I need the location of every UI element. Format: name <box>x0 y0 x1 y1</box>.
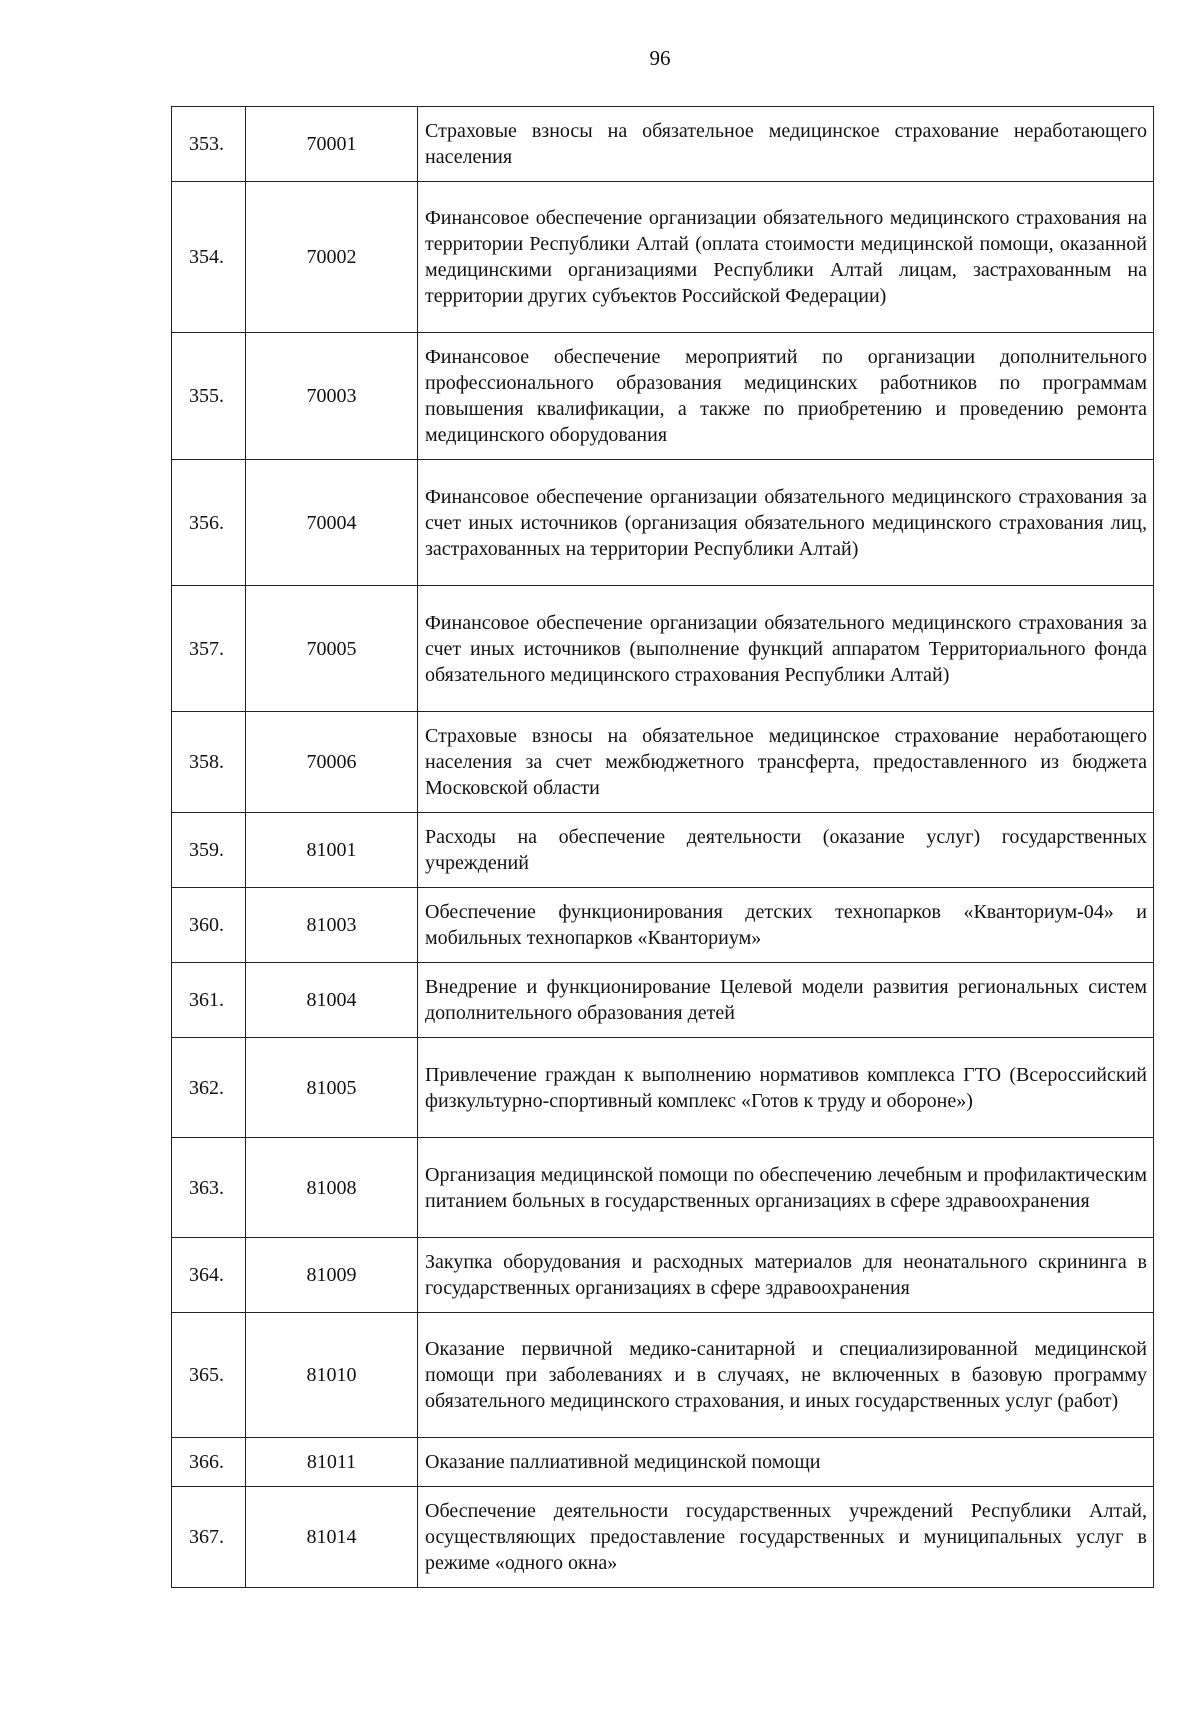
row-number: 366. <box>172 1438 246 1487</box>
row-number: 362. <box>172 1038 246 1138</box>
row-description: Обеспечение деятельности государственных учреждений Республики Алтай, осуществляющих предоставление государственных и муниципальных услуг в режиме «одного окна» <box>418 1487 1154 1588</box>
row-code: 70004 <box>246 460 418 586</box>
row-description: Финансовое обеспечение организации обязательного медицинского страхования за счет иных источников (организация обязательного медицинского страхования лиц, застрахованных на территории Республики Алтай) <box>418 460 1154 586</box>
row-number: 358. <box>172 712 246 813</box>
table-row <box>172 888 1154 963</box>
row-code: 70006 <box>246 712 418 813</box>
row-description: Обеспечение функционирования детских технопарков «Кванториум-04» и мобильных технопарков «Кванториум» <box>418 888 1154 963</box>
row-number: 357. <box>172 586 246 712</box>
row-code: 81001 <box>246 813 418 888</box>
row-number: 364. <box>172 1238 246 1313</box>
table-row <box>172 182 1154 333</box>
row-code: 81005 <box>246 1038 418 1138</box>
table-row <box>172 460 1154 586</box>
row-code: 70001 <box>246 107 418 182</box>
row-description: Финансовое обеспечение организации обязательного медицинского страхования на территории Республики Алтай (оплата стоимости медицинской помощи, оказанной медицинскими организациями Республики Алтай лицам, застрахованным на территории других субъектов Российской Федерации) <box>418 182 1154 333</box>
row-number: 356. <box>172 460 246 586</box>
table-row <box>172 107 1154 182</box>
page-number: 96 <box>649 46 671 70</box>
row-description: Финансовое обеспечение мероприятий по организации дополнительного профессионального образования медицинских работников по программам повышения квалификации, а также по приобретению и проведению ремонта медицинского оборудования <box>418 333 1154 460</box>
row-description: Закупка оборудования и расходных материалов для неонатального скрининга в государственных организациях в сфере здравоохранения <box>418 1238 1154 1313</box>
row-number: 361. <box>172 963 246 1038</box>
row-description: Оказание первичной медико-санитарной и специализированной медицинской помощи при заболеваниях и в случаях, не включенных в базовую программу обязательного медицинского страхования, и иных государственных услуг (работ) <box>418 1313 1154 1438</box>
table-row <box>172 1313 1154 1438</box>
table-row <box>172 333 1154 460</box>
table-row <box>172 586 1154 712</box>
row-code: 70005 <box>246 586 418 712</box>
row-description: Страховые взносы на обязательное медицинское страхование неработающего населения за счет межбюджетного трансферта, предоставленного из бюджета Московской области <box>418 712 1154 813</box>
row-code: 81003 <box>246 888 418 963</box>
table-row <box>172 1038 1154 1138</box>
row-number: 359. <box>172 813 246 888</box>
row-description: Финансовое обеспечение организации обязательного медицинского страхования за счет иных источников (выполнение функций аппаратом Территориального фонда обязательного медицинского страхования Республики Алтай) <box>418 586 1154 712</box>
row-code: 81009 <box>246 1238 418 1313</box>
row-number: 365. <box>172 1313 246 1438</box>
row-code: 81008 <box>246 1138 418 1238</box>
row-number: 367. <box>172 1487 246 1588</box>
table-row <box>172 963 1154 1038</box>
budget-codes-table <box>171 106 1154 1588</box>
row-description: Привлечение граждан к выполнению нормативов комплекса ГТО (Всероссийский физкультурно-спортивный комплекс «Готов к труду и обороне») <box>418 1038 1154 1138</box>
row-description: Внедрение и функционирование Целевой модели развития региональных систем дополнительного образования детей <box>418 963 1154 1038</box>
row-number: 355. <box>172 333 246 460</box>
table-row <box>172 712 1154 813</box>
table-row <box>172 1138 1154 1238</box>
row-number: 353. <box>172 107 246 182</box>
row-description: Расходы на обеспечение деятельности (оказание услуг) государственных учреждений <box>418 813 1154 888</box>
table-row <box>172 1438 1154 1487</box>
table-row <box>172 813 1154 888</box>
row-description: Организация медицинской помощи по обеспечению лечебным и профилактическим питанием больных в государственных организациях в сфере здравоохранения <box>418 1138 1154 1238</box>
row-number: 354. <box>172 182 246 333</box>
row-code: 81014 <box>246 1487 418 1588</box>
row-code: 70002 <box>246 182 418 333</box>
row-code: 81011 <box>246 1438 418 1487</box>
row-code: 81004 <box>246 963 418 1038</box>
table-row <box>172 1238 1154 1313</box>
row-description: Страховые взносы на обязательное медицинское страхование неработающего населения <box>418 107 1154 182</box>
row-code: 70003 <box>246 333 418 460</box>
row-description: Оказание паллиативной медицинской помощи <box>418 1438 1154 1487</box>
row-number: 360. <box>172 888 246 963</box>
row-number: 363. <box>172 1138 246 1238</box>
row-code: 81010 <box>246 1313 418 1438</box>
table-row <box>172 1487 1154 1588</box>
